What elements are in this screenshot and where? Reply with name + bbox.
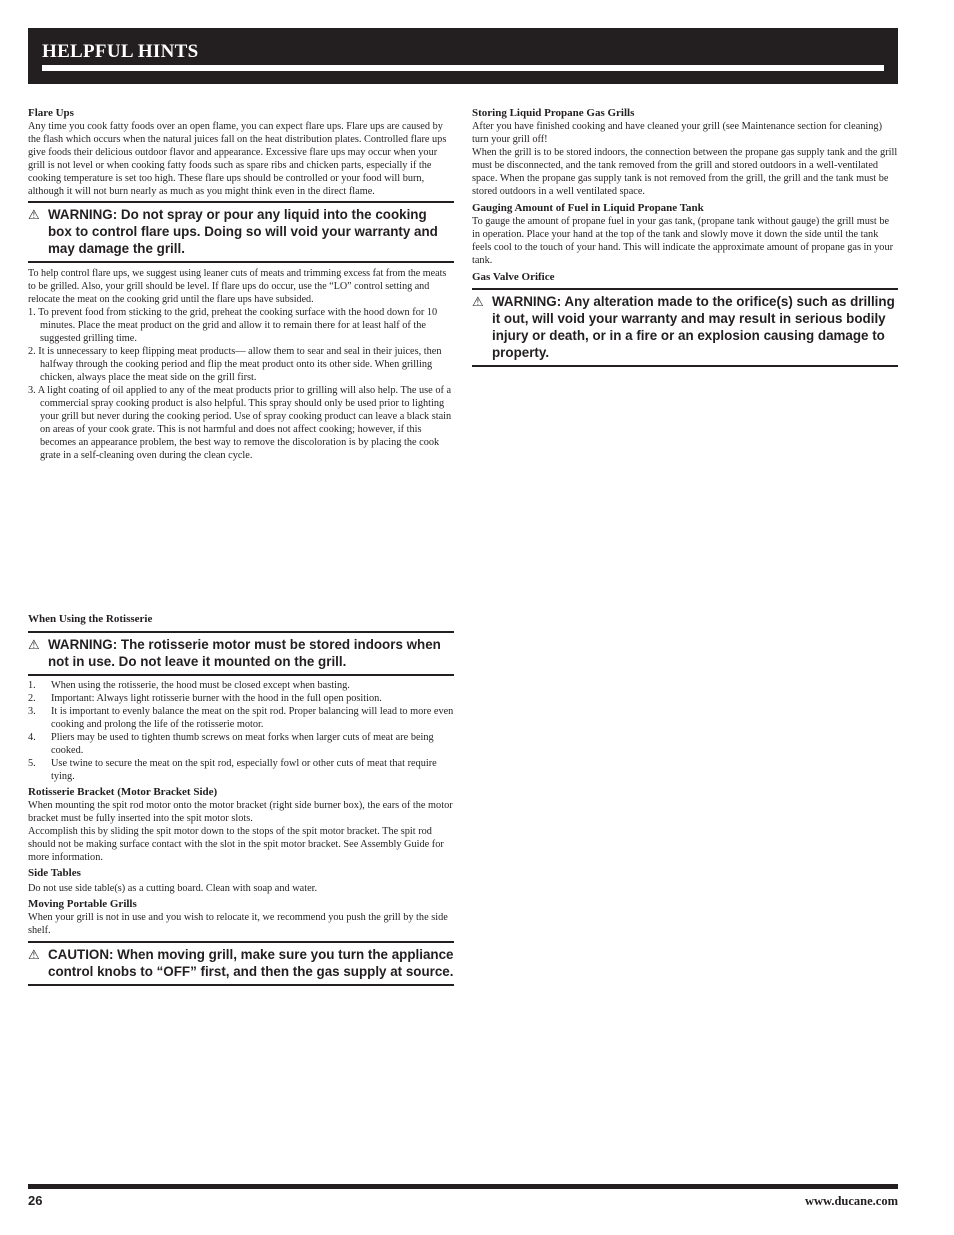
warning-triangle-icon: ⚠ [28,208,40,223]
left-column [28,106,454,462]
page-number: 26 [28,1193,43,1208]
bracket-text-1: When mounting the spit rod motor onto the motor bracket (right side burner box), the ears of the motor bracket must be fully inserted into the spit motor slots. [28,800,453,824]
rotisserie-heading: When Using the Rotisserie [28,613,153,625]
list-item: 3. A light coating of oil applied to any of the meat products prior to grilling will also help. The use of a commercial spray cooking product is also helpful. This spray should only be used prior to lighting your grill but never during the cooking period. Use of spray cooking product can leave a black stain on areas of your cook grate. This is not harmful and does not affect cooking; however, if this becomes an appearance problem, the best way to remove the discoloration is by placing the cook grate in a self-cleaning oven during the clean cycle. [28,385,452,461]
page-title: HELPFUL HINTS [42,41,199,62]
rotisserie-list [28,679,454,783]
list-item [28,705,454,731]
list-text: Use twine to secure the meat on the spit rod, especially fowl or other cuts of meat that require tying. [51,758,437,782]
list-item [28,692,454,705]
list-item [28,757,454,783]
bracket-text-2: Accomplish this by sliding the spit motor down to the stops of the spit motor bracket. The spit rod should not be making surface contact with the slot in the spit motor bracket. See Assembly Guide for more information. [28,826,444,863]
side-tables-text: Do not use side table(s) as a cutting board. Clean with soap and water. [28,883,318,894]
warning-triangle-icon: ⚠ [28,638,40,653]
flare-ups-intro: Any time you cook fatty foods over an open flame, you can expect flare ups. Flare ups are caused by the flash which occurs when the natural juices fall on the heat distribution plates. Controlled flare ups give foods their delicious outdoor flavor and appearance. Excessive flare ups may occur when your grill is not level or when cooking fatty foods such as spare ribs and chicken parts, especially if the cooking temperature is set too high. These flare ups should be controlled or your food will burn, although it will not burn nearly as much as you might think even in the direct flame. [28,121,447,197]
list-item: 1. To prevent food from sticking to the grid, preheat the cooking surface with the hood down for 10 minutes. Place the meat product on the grid and allow it to remain there for at least half of the suggested grilling time. [28,307,438,344]
orifice-warning-text: WARNING: Any alteration made to the orifice(s) such as drilling it out, will void your warranty and may result in serious bodily injury or death, or in a fire or an explosion causing damage to property. [492,294,895,360]
list-text: It is important to evenly balance the meat on the spit rod. Proper balancing will lead to more even cooking and prolong the life of the rotisserie motor. [51,706,454,730]
list-text: When using the rotisserie, the hood must be closed except when basting. [51,680,350,691]
list-number: 2. [28,693,36,704]
list-text: Pliers may be used to tighten thumb screws on meat forks when larger cuts of meat are being cooked. [51,732,434,756]
moving-caution-text: CAUTION: When moving grill, make sure you turn the appliance control knobs to “OFF” first, and then the gas supply at source. [48,947,454,979]
bracket-heading: Rotisserie Bracket (Motor Bracket Side) [28,786,218,798]
moving-caution [28,941,454,986]
moving-text: When your grill is not in use and you wish to relocate it, we recommend you push the grill by the side shelf. [28,912,448,936]
list-text: Important: Always light rotisserie burner with the hood in the full open position. [51,693,382,704]
orifice-heading: Gas Valve Orifice [472,271,555,283]
list-number: 5. [28,758,36,769]
list-item: 2. It is unnecessary to keep flipping meat products— allow them to sear and seal in their juices, then halfway through the cooking period and flip the meat product onto its other side. When grilling chicken, always place the meat side on the grill first. [28,346,442,383]
rotisserie-section [28,612,454,986]
gauging-text: To gauge the amount of propane fuel in your gas tank, (propane tank without gauge) the grill must be in operation. Place your hand at the top of the tank and slowly move it down the side until the tank feels cool to the touch of your hand. This will indicate the approximate amount of propane gas in your tank. [472,216,894,266]
moving-heading: Moving Portable Grills [28,898,137,910]
list-number: 4. [28,732,36,743]
flare-ups-warning-text: WARNING: Do not spray or pour any liquid into the cooking box to control flare ups. Doing so will void your warranty and may damage the grill. [48,207,438,256]
warning-triangle-icon: ⚠ [472,295,484,310]
list-item [28,731,454,757]
list-number: 3. [28,706,36,717]
footer-rule [28,1184,898,1189]
header-bar [28,28,898,84]
storing-text-2: When the grill is to be stored indoors, the connection between the propane gas supply tank and the grill must be disconnected, and the tank removed from the grill and stored outdoors in a well-ventilated space. When the propane gas supply tank is not removed from the grill, the grill and the tank must be stored outdoors in a well ventilated space. [472,147,898,197]
rotisserie-warning-text: WARNING: The rotisserie motor must be stored indoors when not in use. Do not leave it mounted on the grill. [48,637,441,669]
list-item [28,679,454,692]
warning-triangle-icon: ⚠ [28,948,40,963]
flare-ups-tips [28,306,454,462]
orifice-warning [472,288,898,367]
side-tables-heading: Side Tables [28,867,81,879]
flare-ups-control: To help control flare ups, we suggest using leaner cuts of meats and trimming excess fat from the meats to be grilled. Also, your grill should be level. If flare ups do occur, use the “LO” control setting and relocate the meat on the cooking grid until the flare ups have subsided. [28,268,447,305]
flare-ups-heading: Flare Ups [28,107,74,119]
rotisserie-warning [28,631,454,676]
storing-text-1: After you have finished cooking and have cleaned your grill (see Maintenance section for cleaning) turn your grill off! [472,121,882,145]
flare-ups-warning [28,201,454,263]
gauging-heading: Gauging Amount of Fuel in Liquid Propane Tank [472,202,704,214]
list-number: 1. [28,680,36,691]
website-url: www.ducane.com [804,1194,898,1208]
storing-heading: Storing Liquid Propane Gas Grills [472,107,635,119]
right-column [472,106,898,367]
header-rule [42,65,884,71]
